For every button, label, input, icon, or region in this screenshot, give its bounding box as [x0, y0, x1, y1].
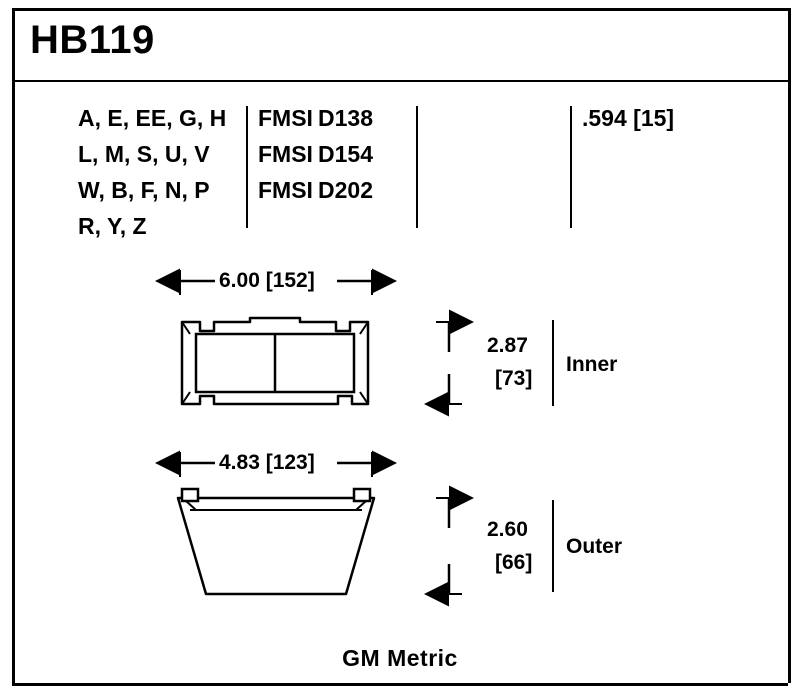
header-divider [12, 80, 788, 82]
compound-codes-column [70, 100, 242, 244]
application-title: GM Metric [342, 645, 458, 671]
fmsi-row [258, 136, 458, 172]
fmsi-label: FMSI [258, 177, 313, 203]
inner-pad-outline [182, 318, 368, 404]
fmsi-label: FMSI [258, 105, 313, 131]
compound-codes-row: W, B, F, N, P [78, 177, 210, 203]
fmsi-row [258, 100, 458, 136]
inner-height-dimension [436, 322, 462, 404]
outer-height-dimension-label-2: [66] [495, 551, 533, 574]
inner-width-dimension-label: 6.00 [152] [219, 269, 315, 292]
outer-pad-outline [178, 489, 374, 594]
inner-height-dimension-label-2: [73] [495, 367, 533, 390]
frame-border-left [12, 8, 15, 683]
inner-height-dimension-label-1: 2.87 [487, 334, 528, 357]
compound-codes-row: A, E, EE, G, H [78, 105, 227, 131]
fmsi-value: D154 [318, 141, 373, 167]
fmsi-value: D202 [318, 177, 373, 203]
part-number: HB119 [30, 18, 155, 62]
outer-pad-label: Outer [566, 535, 623, 558]
inner-pad-label: Inner [566, 353, 618, 376]
outer-height-dimension [436, 498, 462, 594]
spec-table [70, 100, 730, 250]
fmsi-value: D138 [318, 105, 373, 131]
thickness-value: .594 [15] [582, 105, 675, 131]
table-divider-1 [246, 106, 248, 228]
frame-border-bottom [12, 683, 788, 686]
frame-border-top [12, 8, 788, 11]
table-divider-3 [570, 106, 572, 228]
compound-codes-row: L, M, S, U, V [78, 141, 210, 167]
fmsi-column [258, 100, 458, 208]
frame-border-right [788, 8, 791, 683]
fmsi-label: FMSI [258, 141, 313, 167]
outer-height-dimension-label-1: 2.60 [487, 518, 528, 541]
outer-width-dimension-label: 4.83 [123] [219, 451, 315, 474]
fmsi-row [258, 172, 458, 208]
compound-codes-row: R, Y, Z [78, 213, 147, 239]
